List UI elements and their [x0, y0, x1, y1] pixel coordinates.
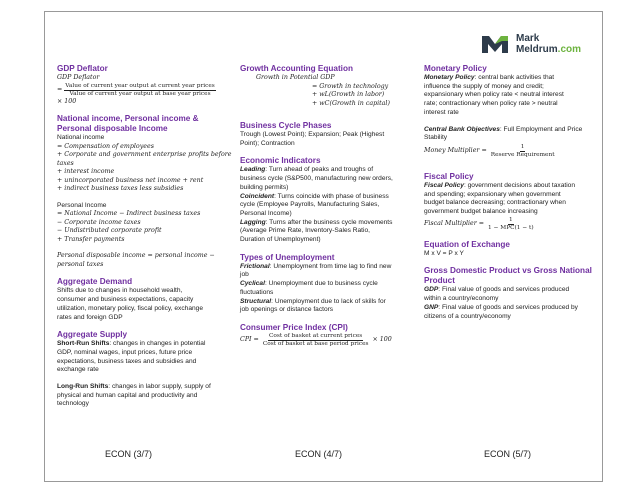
- mp-line: expansionary when policy rate < neutral interest: [424, 91, 564, 99]
- ei-line: building permits): [240, 183, 289, 191]
- mp-line: rate; contractionary when policy rate > neutral: [424, 100, 558, 108]
- gdp-deflator-lhs: GDP Deflator: [57, 74, 100, 81]
- national-income-label: National income: [57, 134, 105, 141]
- cb-line: Stability: [424, 134, 448, 142]
- gdp-gnp-heading-1: Gross Domestic Product vs Gross National: [424, 266, 592, 276]
- un-line: job: [240, 271, 249, 279]
- ni-line: + unincorporated business net income + rent: [57, 176, 204, 184]
- gdp-def: GDP: Final value of goods and services produced: [424, 286, 570, 294]
- bc-line: Point); Contraction: [240, 139, 295, 147]
- gdp-deflator-formula: = $\frac{\text{Value of current year output at current year prices}}{\text{Value of current year output at base year prices}}$: [57, 82, 215, 97]
- gdp-deflator-times: × 100: [57, 97, 77, 105]
- ni-line: + Corporate and government enterprise profits before taxes: [57, 151, 232, 167]
- fp-line: and spending; expansionary when government: [424, 190, 561, 198]
- logo-text-line1: Mark: [516, 33, 540, 44]
- growth-accounting-heading: Growth Accounting Equation: [240, 64, 353, 73]
- gdp-line: within a country/economy: [424, 295, 499, 303]
- footer-econ-3: ECON (3/7): [105, 449, 153, 459]
- un-line: fluctuations: [240, 288, 274, 296]
- money-multiplier-fraction: $\frac{1}{\text{Reserve Requirement}}$: [490, 143, 555, 158]
- personal-income-label: Personal Income: [57, 201, 107, 209]
- ei-line: cycle (Employee Payrolls, Manufacturing Sales,: [240, 201, 380, 209]
- national-income-heading-1: National income, Personal income &: [57, 114, 199, 123]
- monetary-policy-heading: Monetary Policy: [424, 64, 487, 73]
- as-line: technology: [57, 400, 89, 408]
- aggregate-supply-heading: Aggregate Supply: [57, 330, 128, 340]
- gdp-deflator-fraction: $\frac{\text{Value of current year output at current year prices}}{\text{Value of current year output at base year prices}}$: [65, 82, 215, 97]
- as-line: GDP, nominal wages, input prices, future price: [57, 348, 193, 356]
- as-line: physical and human capital and productivity and: [57, 391, 198, 399]
- un-frictional: Frictional: Unemployment from time lag to find new: [240, 262, 392, 270]
- ga-line: + wC(Growth in capital): [312, 99, 390, 107]
- gnp-line: citizens of a country/economy: [424, 312, 511, 320]
- footer-econ-4: ECON (4/7): [295, 449, 343, 459]
- un-cyclical: Cyclical: Unemployment due to business cycle: [240, 280, 378, 288]
- pi-line: − Corporate income taxes: [57, 218, 141, 226]
- un-structural: Structural: Unemployment due to lack of skills for: [240, 297, 386, 305]
- column-econ-3: [57, 64, 233, 409]
- ni-line: = Compensation of employees: [57, 142, 154, 150]
- mp-def: Monetary Policy: central bank activities that: [424, 74, 555, 81]
- ei-coincident: Coincident: Turns coincide with phase of business: [240, 192, 389, 200]
- bc-line: Trough (Lowest Point); Expansion; Peak (Highest: [240, 131, 385, 138]
- as-line: exchange rate: [57, 366, 99, 374]
- ad-line: rates and foreign GDP: [57, 313, 123, 321]
- ad-line: consumer and business expectations, capacity: [57, 296, 194, 304]
- ei-line: (Average Prime Rate, Inventory-Sales Ratio,: [240, 227, 370, 235]
- ei-line: Personal Income): [240, 209, 292, 217]
- fp-def: Fiscal Policy: government decisions about taxation: [424, 181, 576, 189]
- gdp-deflator-heading: GDP Deflator: [57, 64, 108, 73]
- equation-of-exchange: M x V = P x Y: [424, 249, 464, 257]
- fiscal-policy-heading: Fiscal Policy: [424, 171, 474, 181]
- pi-line: + Transfer payments: [57, 235, 125, 243]
- pi-line: = National Income − Indirect business taxes: [57, 210, 201, 218]
- un-line: job openings or distance factors: [240, 306, 334, 314]
- ga-line: + wL(Growth in labor): [312, 91, 385, 98]
- fiscal-multiplier-fraction: $\frac{1}{\text{1 − MPC(1 − t)}}$: [488, 216, 534, 231]
- ni-line: + interest income: [57, 168, 115, 176]
- as-line: expectations, business taxes and subsidies and: [57, 357, 197, 365]
- business-cycle-heading: Business Cycle Phases: [240, 121, 332, 130]
- ga-line: Growth in Potential GDP: [256, 74, 335, 81]
- cpi-formula: CPI = $\frac{\text{Cost of basket at current prices}}{\text{Cost of basket at base period prices}}$ × 100: [240, 332, 392, 347]
- economic-indicators-heading: Economic Indicators: [240, 156, 321, 166]
- mark-meldrum-logo-icon: [480, 33, 510, 55]
- ad-line: utilization, monetary policy, fiscal policy, exchange: [57, 304, 203, 312]
- as-long-run: Long-Run Shifts: changes in labor supply, supply of: [57, 383, 211, 391]
- cpi-fraction: $\frac{\text{Cost of basket at current prices}}{\text{Cost of basket at base period prices}}$: [262, 332, 369, 347]
- fp-line: government budget balance increasing: [424, 208, 538, 216]
- cpi-heading: Consumer Price Index (CPI): [240, 322, 348, 332]
- gdp-gnp-heading-2: Product: [424, 276, 455, 286]
- mp-line: influence the supply of money and credit;: [424, 82, 544, 90]
- aggregate-demand-heading: Aggregate Demand: [57, 277, 133, 287]
- fiscal-multiplier-formula: Fiscal Multiplier = $\frac{1}{\text{1 − MPC(1 − t)}}$: [424, 216, 534, 231]
- pdi-line: personal taxes: [57, 260, 104, 268]
- ei-line: Duration of Unemployment): [240, 236, 321, 244]
- ad-line: Shifts due to changes in household wealth,: [57, 287, 183, 295]
- gnp-def: GNP: Final value of goods and services produced by: [424, 303, 578, 311]
- ni-line: + indirect business taxes less subsidies: [57, 185, 184, 193]
- fp-line: budget balance decreasing; contractionary when: [424, 199, 566, 207]
- brand-logo: [480, 33, 581, 55]
- national-income-heading-2: Personal disposable Income: [57, 124, 168, 133]
- ei-line: business cycle (S&P500, manufacturing new orders,: [240, 175, 393, 183]
- ei-leading: Leading: Turn ahead of peaks and troughs of: [240, 166, 374, 174]
- pi-line: − Undistributed corporate profit: [57, 227, 162, 235]
- column-econ-4: [240, 64, 416, 348]
- logo-text-line2: Meldrum.com: [516, 44, 582, 55]
- mp-line: interest rate: [424, 108, 459, 116]
- column-econ-5: [424, 64, 600, 321]
- ei-lagging: Lagging: Turns after the business cycle movements: [240, 218, 393, 226]
- as-short-run: Short-Run Shifts: changes in changes in potential: [57, 340, 206, 348]
- unemployment-heading: Types of Unemployment: [240, 252, 335, 262]
- pdi-line: Personal disposable income = personal income −: [57, 252, 215, 260]
- footer-econ-5: ECON (5/7): [484, 449, 532, 459]
- money-multiplier-formula: Money Multiplier = $\frac{1}{\text{Reserve Requirement}}$: [424, 143, 555, 158]
- ga-line: = Growth in technology: [312, 82, 389, 90]
- cb-objectives: Central Bank Objectives: Full Employment and Price: [424, 125, 583, 133]
- equation-of-exchange-heading: Equation of Exchange: [424, 239, 510, 249]
